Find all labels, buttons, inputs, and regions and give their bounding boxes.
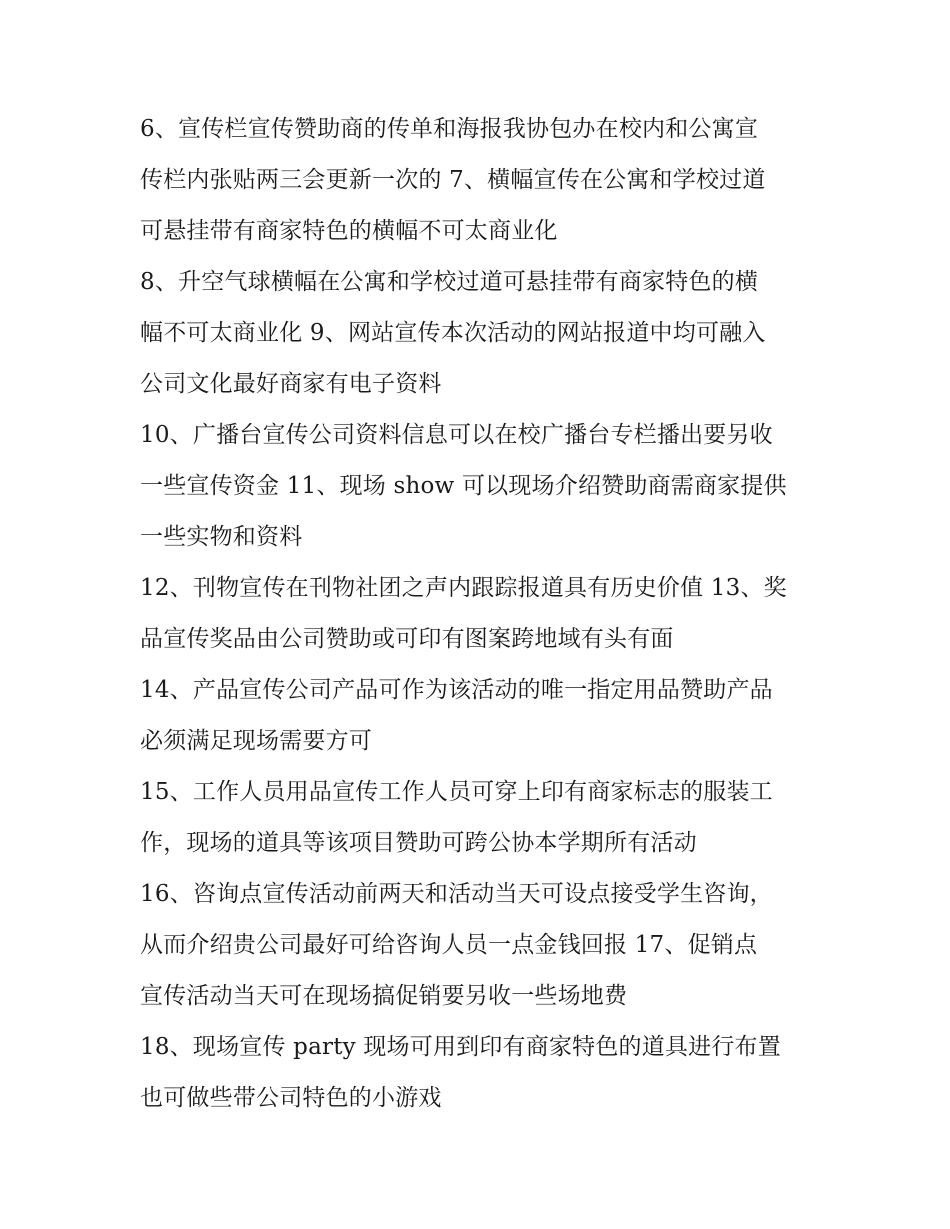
- text-line: 6、宣传栏宣传赞助商的传单和海报我协包办在校内和公寓宣: [140, 116, 759, 142]
- text-line: 作，现场的道具等该项目赞助可跨公协本学期所有活动: [140, 830, 697, 856]
- paragraph-item-6: [140, 104, 812, 257]
- paragraph-item-15: [140, 767, 812, 869]
- text-line: 宣传活动当天可在现场搞促销要另收一些场地费: [140, 983, 628, 1009]
- text-line: 12、刊物宣传在刊物社团之声内跟踪报道具有历史价值 13、奖: [140, 575, 787, 601]
- text-line: 公司文化最好商家有电子资料: [140, 371, 442, 397]
- text-line: 一些宣传资金 11、现场 show 可以现场介绍赞助商需商家提供: [140, 473, 787, 499]
- text-line: 幅不可太商业化 9、网站宣传本次活动的网站报道中均可融入: [140, 320, 766, 346]
- text-line: 14、产品宣传公司产品可作为该活动的唯一指定用品赞助产品: [140, 677, 773, 703]
- text-line: 15、工作人员用品宣传工作人员可穿上印有商家标志的服装工: [140, 779, 773, 805]
- text-line: 10、广播台宣传公司资料信息可以在校广播台专栏播出要另收: [140, 422, 773, 448]
- text-line: 可悬挂带有商家特色的横幅不可太商业化: [140, 218, 558, 244]
- paragraph-item-12: [140, 563, 812, 665]
- paragraph-item-10: [140, 410, 812, 563]
- text-line: 8、升空气球横幅在公寓和学校过道可悬挂带有商家特色的横: [140, 269, 759, 295]
- text-line: 16、咨询点宣传活动前两天和活动当天可设点接受学生咨询，: [140, 881, 773, 907]
- document-body: [140, 104, 812, 1124]
- paragraph-item-18: [140, 1022, 812, 1124]
- paragraph-item-16: [140, 869, 812, 1022]
- text-line: 必须满足现场需要方可: [140, 728, 372, 754]
- paragraph-item-14: [140, 665, 812, 767]
- text-line: 传栏内张贴两三会更新一次的 7、横幅宣传在公寓和学校过道: [140, 167, 766, 193]
- text-line: 一些实物和资料: [140, 524, 303, 550]
- text-line: 从而介绍贵公司最好可给咨询人员一点金钱回报 17、促销点: [140, 932, 758, 958]
- text-line: 品宣传奖品由公司赞助或可印有图案跨地域有头有面: [140, 626, 674, 652]
- paragraph-item-8: [140, 257, 812, 410]
- text-line: 也可做些带公司特色的小游戏: [140, 1085, 442, 1111]
- text-line: 18、现场宣传 party 现场可用到印有商家特色的道具进行布置: [140, 1034, 781, 1060]
